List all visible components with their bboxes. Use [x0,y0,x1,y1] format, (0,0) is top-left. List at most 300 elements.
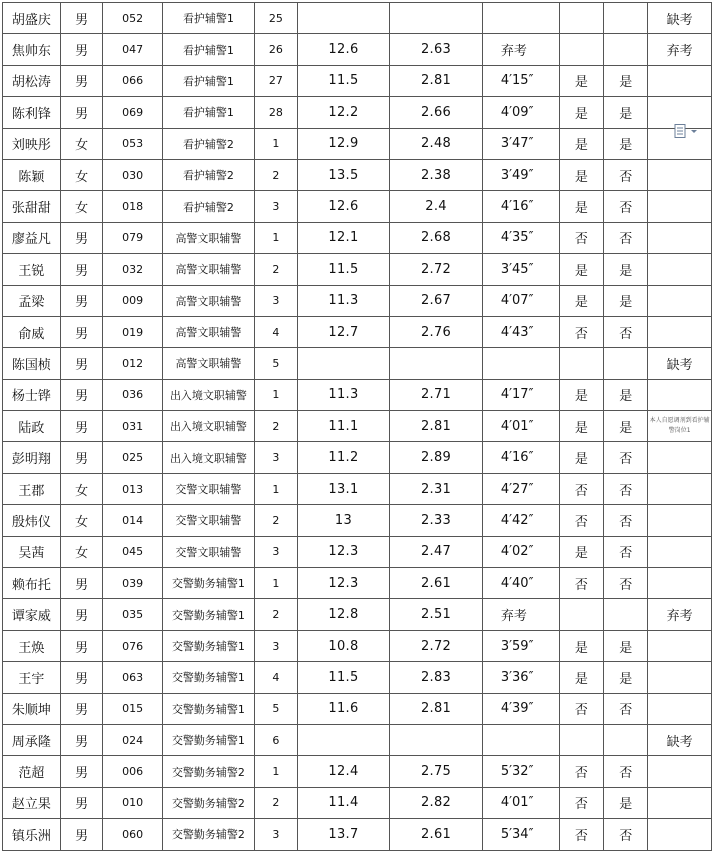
candidate-id-cell: 012 [103,348,162,379]
table-row [3,787,712,818]
remark-cell [648,756,712,787]
remark-cell [648,285,712,316]
remark-cell: 缺考 [648,348,712,379]
pass-2-cell: 否 [604,819,648,850]
position-cell: 看护辅警2 [162,159,254,190]
name-cell: 廖益凡 [3,222,61,253]
gender-cell: 男 [60,379,103,410]
score-run-cell: 4′16″ [482,191,559,222]
name-cell: 陈利锋 [3,97,61,128]
table-row [3,97,712,128]
position-cell: 看护辅警1 [162,97,254,128]
score-run-cell: 4′42″ [482,505,559,536]
rank-cell: 4 [255,662,298,693]
name-cell: 陆政 [3,411,61,442]
score-jump-cell [390,348,483,379]
pass-1-cell: 否 [559,819,603,850]
gender-cell: 男 [60,3,103,34]
score-run-cell: 3′47″ [482,128,559,159]
position-cell: 交警文职辅警 [162,473,254,504]
pass-2-cell: 是 [604,254,648,285]
name-cell: 俞威 [3,316,61,347]
score-jump-cell: 2.51 [390,599,483,630]
pass-2-cell: 否 [604,568,648,599]
gender-cell: 男 [60,34,103,65]
rank-cell: 2 [255,159,298,190]
candidate-id-cell: 039 [103,568,162,599]
position-cell: 看护辅警1 [162,3,254,34]
score-run-cell: 5′34″ [482,819,559,850]
position-cell: 交警勤务辅警1 [162,724,254,755]
position-cell: 出入境文职辅警 [162,379,254,410]
remark-cell: 弃考 [648,599,712,630]
remark-cell [648,787,712,818]
gender-cell: 男 [60,787,103,818]
score-10m-cell: 12.8 [297,599,390,630]
remark-cell: 缺考 [648,3,712,34]
score-jump-cell [390,724,483,755]
table-row [3,348,712,379]
score-run-cell: 4′01″ [482,411,559,442]
score-10m-cell: 11.5 [297,254,390,285]
table-row [3,442,712,473]
rank-cell: 1 [255,379,298,410]
pass-1-cell: 是 [559,379,603,410]
score-10m-cell: 11.5 [297,662,390,693]
score-run-cell: 4′07″ [482,285,559,316]
remark-cell [648,316,712,347]
pass-1-cell [559,34,603,65]
remark-cell [648,693,712,724]
name-cell: 王焕 [3,630,61,661]
gender-cell: 男 [60,756,103,787]
name-cell: 孟梁 [3,285,61,316]
name-cell: 谭家威 [3,599,61,630]
score-run-cell: 5′32″ [482,756,559,787]
candidate-id-cell: 079 [103,222,162,253]
results-table [2,2,712,851]
candidate-id-cell: 015 [103,693,162,724]
score-10m-cell: 10.8 [297,630,390,661]
rank-cell: 6 [255,724,298,755]
document-icon[interactable] [674,124,700,138]
gender-cell: 男 [60,97,103,128]
table-row [3,505,712,536]
position-cell: 交警勤务辅警2 [162,787,254,818]
pass-1-cell: 是 [559,65,603,96]
gender-cell: 男 [60,316,103,347]
score-run-cell: 4′27″ [482,473,559,504]
pass-1-cell [559,3,603,34]
candidate-id-cell: 066 [103,65,162,96]
table-row [3,568,712,599]
table-row [3,693,712,724]
score-10m-cell: 13.1 [297,473,390,504]
rank-cell: 3 [255,442,298,473]
position-cell: 交警勤务辅警1 [162,568,254,599]
candidate-id-cell: 069 [103,97,162,128]
remark-cell [648,473,712,504]
score-jump-cell: 2.76 [390,316,483,347]
candidate-id-cell: 018 [103,191,162,222]
position-cell: 高警文职辅警 [162,316,254,347]
remark-cell: 缺考 [648,724,712,755]
pass-2-cell: 是 [604,630,648,661]
remark-cell [648,536,712,567]
table-row [3,65,712,96]
pass-2-cell [604,3,648,34]
name-cell: 胡松涛 [3,65,61,96]
pass-1-cell: 是 [559,128,603,159]
pass-2-cell: 是 [604,411,648,442]
score-jump-cell: 2.71 [390,379,483,410]
gender-cell: 男 [60,285,103,316]
position-cell: 交警文职辅警 [162,536,254,567]
name-cell: 刘映彤 [3,128,61,159]
remark-cell [648,442,712,473]
candidate-id-cell: 045 [103,536,162,567]
score-10m-cell: 12.9 [297,128,390,159]
pass-2-cell: 否 [604,442,648,473]
score-run-cell: 4′02″ [482,536,559,567]
table-row [3,724,712,755]
pass-2-cell [604,724,648,755]
pass-1-cell: 否 [559,756,603,787]
score-run-cell: 4′01″ [482,787,559,818]
position-cell: 高警文职辅警 [162,348,254,379]
pass-2-cell [604,34,648,65]
score-jump-cell: 2.48 [390,128,483,159]
pass-1-cell: 是 [559,662,603,693]
table-row [3,411,712,442]
pass-2-cell: 是 [604,379,648,410]
position-cell: 交警文职辅警 [162,505,254,536]
score-10m-cell: 12.6 [297,191,390,222]
remark-cell [648,568,712,599]
name-cell: 吴茜 [3,536,61,567]
gender-cell: 男 [60,630,103,661]
table-body [3,3,712,851]
position-cell: 交警勤务辅警2 [162,756,254,787]
rank-cell: 26 [255,34,298,65]
position-cell: 交警勤务辅警2 [162,819,254,850]
rank-cell: 27 [255,65,298,96]
score-run-cell: 3′45″ [482,254,559,285]
score-run-cell: 3′36″ [482,662,559,693]
score-run-cell: 4′40″ [482,568,559,599]
pass-1-cell: 否 [559,568,603,599]
pass-1-cell: 是 [559,191,603,222]
score-10m-cell: 12.2 [297,97,390,128]
name-cell: 范超 [3,756,61,787]
position-cell: 高警文职辅警 [162,222,254,253]
score-run-cell: 4′43″ [482,316,559,347]
gender-cell: 男 [60,222,103,253]
score-jump-cell: 2.63 [390,34,483,65]
table-row [3,536,712,567]
position-cell: 高警文职辅警 [162,254,254,285]
remark-cell [648,630,712,661]
pass-2-cell: 否 [604,473,648,504]
name-cell: 周承隆 [3,724,61,755]
pass-2-cell: 是 [604,662,648,693]
pass-1-cell [559,724,603,755]
score-10m-cell: 12.4 [297,756,390,787]
pass-1-cell: 否 [559,693,603,724]
score-10m-cell [297,348,390,379]
position-cell: 交警勤务辅警1 [162,662,254,693]
score-run-cell [482,348,559,379]
table-row [3,599,712,630]
remark-cell [648,159,712,190]
pass-1-cell: 是 [559,97,603,128]
rank-cell: 5 [255,348,298,379]
name-cell: 焦帅东 [3,34,61,65]
name-cell: 王宇 [3,662,61,693]
gender-cell: 男 [60,724,103,755]
rank-cell: 3 [255,630,298,661]
name-cell: 彭明翔 [3,442,61,473]
pass-1-cell: 是 [559,159,603,190]
rank-cell: 3 [255,536,298,567]
score-10m-cell [297,724,390,755]
gender-cell: 男 [60,599,103,630]
score-10m-cell: 13.7 [297,819,390,850]
pass-1-cell [559,599,603,630]
position-cell: 看护辅警1 [162,34,254,65]
candidate-id-cell: 024 [103,724,162,755]
score-jump-cell: 2.38 [390,159,483,190]
gender-cell: 男 [60,411,103,442]
table-row [3,379,712,410]
pass-2-cell: 否 [604,191,648,222]
score-jump-cell: 2.82 [390,787,483,818]
score-10m-cell: 11.1 [297,411,390,442]
table-row [3,819,712,850]
position-cell: 交警勤务辅警1 [162,693,254,724]
score-10m-cell: 11.3 [297,379,390,410]
candidate-id-cell: 010 [103,787,162,818]
rank-cell: 2 [255,599,298,630]
rank-cell: 2 [255,411,298,442]
rank-cell: 2 [255,254,298,285]
gender-cell: 男 [60,819,103,850]
pass-1-cell: 否 [559,787,603,818]
score-jump-cell: 2.33 [390,505,483,536]
score-jump-cell: 2.72 [390,254,483,285]
score-10m-cell: 11.6 [297,693,390,724]
rank-cell: 28 [255,97,298,128]
candidate-id-cell: 063 [103,662,162,693]
pass-2-cell: 是 [604,787,648,818]
score-10m-cell: 11.2 [297,442,390,473]
gender-cell: 男 [60,693,103,724]
pass-1-cell [559,348,603,379]
gender-cell: 男 [60,65,103,96]
pass-2-cell: 否 [604,159,648,190]
pass-1-cell: 是 [559,442,603,473]
remark-cell [648,65,712,96]
position-cell: 看护辅警1 [162,65,254,96]
candidate-id-cell: 060 [103,819,162,850]
pass-2-cell: 是 [604,97,648,128]
gender-cell: 女 [60,191,103,222]
candidate-id-cell: 031 [103,411,162,442]
score-run-cell: 弃考 [482,599,559,630]
pass-2-cell: 否 [604,536,648,567]
name-cell: 朱顺坤 [3,693,61,724]
score-jump-cell: 2.75 [390,756,483,787]
score-jump-cell: 2.47 [390,536,483,567]
gender-cell: 女 [60,473,103,504]
remark-cell [648,379,712,410]
gender-cell: 女 [60,505,103,536]
score-run-cell [482,724,559,755]
score-jump-cell: 2.66 [390,97,483,128]
score-jump-cell [390,3,483,34]
table-row [3,3,712,34]
score-run-cell: 4′39″ [482,693,559,724]
rank-cell: 1 [255,222,298,253]
gender-cell: 女 [60,159,103,190]
gender-cell: 女 [60,128,103,159]
name-cell: 陈颖 [3,159,61,190]
name-cell: 赖布托 [3,568,61,599]
name-cell: 张甜甜 [3,191,61,222]
score-jump-cell: 2.31 [390,473,483,504]
score-run-cell: 弃考 [482,34,559,65]
pass-1-cell: 是 [559,254,603,285]
score-jump-cell: 2.67 [390,285,483,316]
table-row [3,159,712,190]
position-cell: 交警勤务辅警1 [162,630,254,661]
candidate-id-cell: 013 [103,473,162,504]
rank-cell: 1 [255,128,298,159]
score-10m-cell: 12.3 [297,536,390,567]
remark-cell [648,222,712,253]
rank-cell: 1 [255,568,298,599]
candidate-id-cell: 053 [103,128,162,159]
rank-cell: 1 [255,473,298,504]
pass-1-cell: 否 [559,316,603,347]
pass-1-cell: 是 [559,630,603,661]
score-10m-cell: 12.7 [297,316,390,347]
score-run-cell: 4′16″ [482,442,559,473]
score-10m-cell: 11.4 [297,787,390,818]
score-10m-cell: 13 [297,505,390,536]
candidate-id-cell: 035 [103,599,162,630]
gender-cell: 男 [60,348,103,379]
position-cell: 出入境文职辅警 [162,442,254,473]
candidate-id-cell: 076 [103,630,162,661]
score-jump-cell: 2.81 [390,693,483,724]
table-row [3,128,712,159]
remark-cell: 弃考 [648,34,712,65]
remark-cell [648,662,712,693]
pass-2-cell: 是 [604,128,648,159]
pass-2-cell [604,599,648,630]
rank-cell: 2 [255,505,298,536]
remark-cell [648,505,712,536]
score-10m-cell [297,3,390,34]
gender-cell: 男 [60,254,103,285]
table-row [3,662,712,693]
score-run-cell: 4′15″ [482,65,559,96]
score-jump-cell: 2.89 [390,442,483,473]
table-row [3,316,712,347]
rank-cell: 2 [255,787,298,818]
pass-1-cell: 否 [559,473,603,504]
table-row [3,285,712,316]
name-cell: 胡盛庆 [3,3,61,34]
candidate-id-cell: 019 [103,316,162,347]
score-jump-cell: 2.61 [390,568,483,599]
gender-cell: 男 [60,568,103,599]
name-cell: 杨士铧 [3,379,61,410]
rank-cell: 4 [255,316,298,347]
candidate-id-cell: 036 [103,379,162,410]
gender-cell: 男 [60,662,103,693]
candidate-id-cell: 030 [103,159,162,190]
pass-1-cell: 是 [559,411,603,442]
candidate-id-cell: 006 [103,756,162,787]
gender-cell: 男 [60,442,103,473]
pass-2-cell: 否 [604,693,648,724]
name-cell: 镇乐洲 [3,819,61,850]
pass-2-cell: 否 [604,316,648,347]
table-row [3,473,712,504]
rank-cell: 3 [255,285,298,316]
score-jump-cell: 2.61 [390,819,483,850]
position-cell: 高警文职辅警 [162,285,254,316]
position-cell: 看护辅警2 [162,191,254,222]
pass-2-cell: 否 [604,222,648,253]
table-row [3,756,712,787]
table-row [3,34,712,65]
candidate-id-cell: 014 [103,505,162,536]
table-row [3,222,712,253]
name-cell: 殷炜仪 [3,505,61,536]
table-row [3,630,712,661]
score-run-cell: 3′49″ [482,159,559,190]
rank-cell: 3 [255,191,298,222]
score-run-cell: 4′09″ [482,97,559,128]
score-jump-cell: 2.68 [390,222,483,253]
pass-2-cell [604,348,648,379]
score-jump-cell: 2.83 [390,662,483,693]
candidate-id-cell: 025 [103,442,162,473]
pass-1-cell: 否 [559,222,603,253]
score-jump-cell: 2.4 [390,191,483,222]
rank-cell: 5 [255,693,298,724]
position-cell: 交警勤务辅警1 [162,599,254,630]
table-row [3,191,712,222]
score-10m-cell: 11.5 [297,65,390,96]
position-cell: 看护辅警2 [162,128,254,159]
candidate-id-cell: 052 [103,3,162,34]
remark-cell [648,191,712,222]
score-10m-cell: 12.6 [297,34,390,65]
table-row [3,254,712,285]
score-10m-cell: 13.5 [297,159,390,190]
score-10m-cell: 11.3 [297,285,390,316]
name-cell: 陈国桢 [3,348,61,379]
candidate-id-cell: 032 [103,254,162,285]
score-10m-cell: 12.3 [297,568,390,599]
rank-cell: 25 [255,3,298,34]
rank-cell: 1 [255,756,298,787]
name-cell: 王郡 [3,473,61,504]
